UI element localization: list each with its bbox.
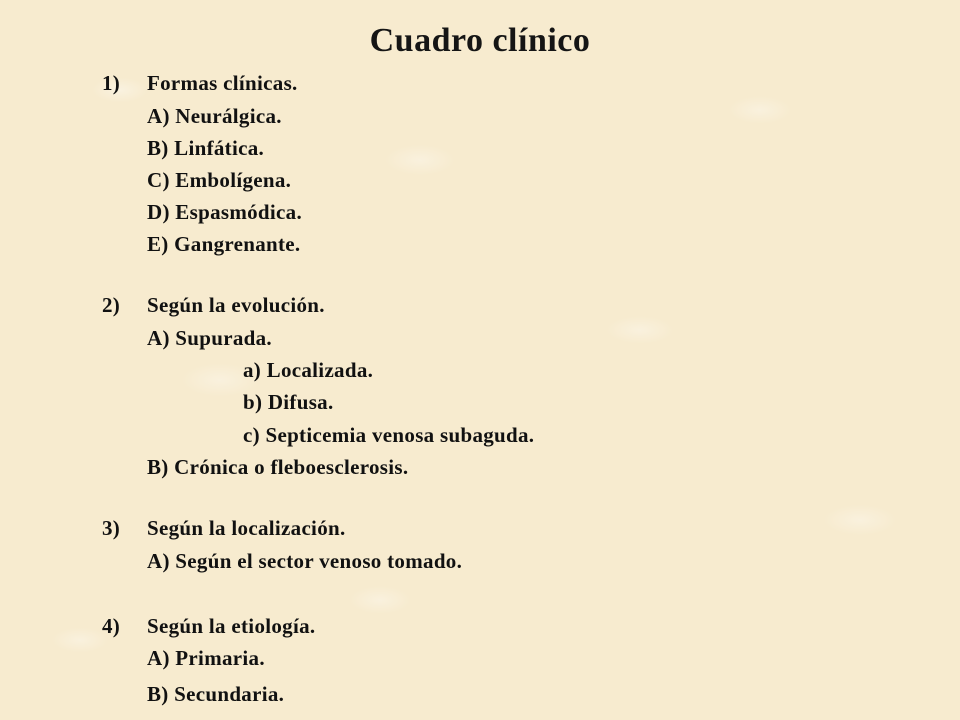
list-item: A) Primaria.	[147, 646, 265, 670]
list-item: C) Embolígena.	[147, 168, 292, 192]
sub-list-item: a) Localizada.	[243, 358, 374, 382]
list-item: A) Neurálgica.	[147, 104, 282, 128]
section-heading: Según la evolución.	[147, 293, 325, 317]
section-number: 4)	[102, 614, 121, 638]
list-item: B) Linfática.	[147, 136, 265, 160]
sub-list-item: b) Difusa.	[243, 390, 334, 414]
slide-title: Cuadro clínico	[369, 22, 591, 59]
list-item: A) Supurada.	[147, 326, 272, 350]
section-heading: Según la localización.	[147, 516, 346, 540]
section-number: 2)	[102, 293, 121, 317]
list-item: E) Gangrenante.	[147, 232, 301, 256]
sub-list-item: c) Septicemia venosa subaguda.	[243, 423, 535, 447]
list-item: D) Espasmódica.	[147, 200, 303, 224]
section-heading: Formas clínicas.	[147, 71, 298, 95]
section-heading: Según la etiología.	[147, 614, 316, 638]
section-number: 1)	[102, 71, 121, 95]
section-number: 3)	[102, 516, 121, 540]
list-item: B) Crónica o fleboesclerosis.	[147, 455, 409, 479]
list-item: A) Según el sector venoso tomado.	[147, 549, 463, 573]
list-item: B) Secundaria.	[147, 682, 285, 706]
